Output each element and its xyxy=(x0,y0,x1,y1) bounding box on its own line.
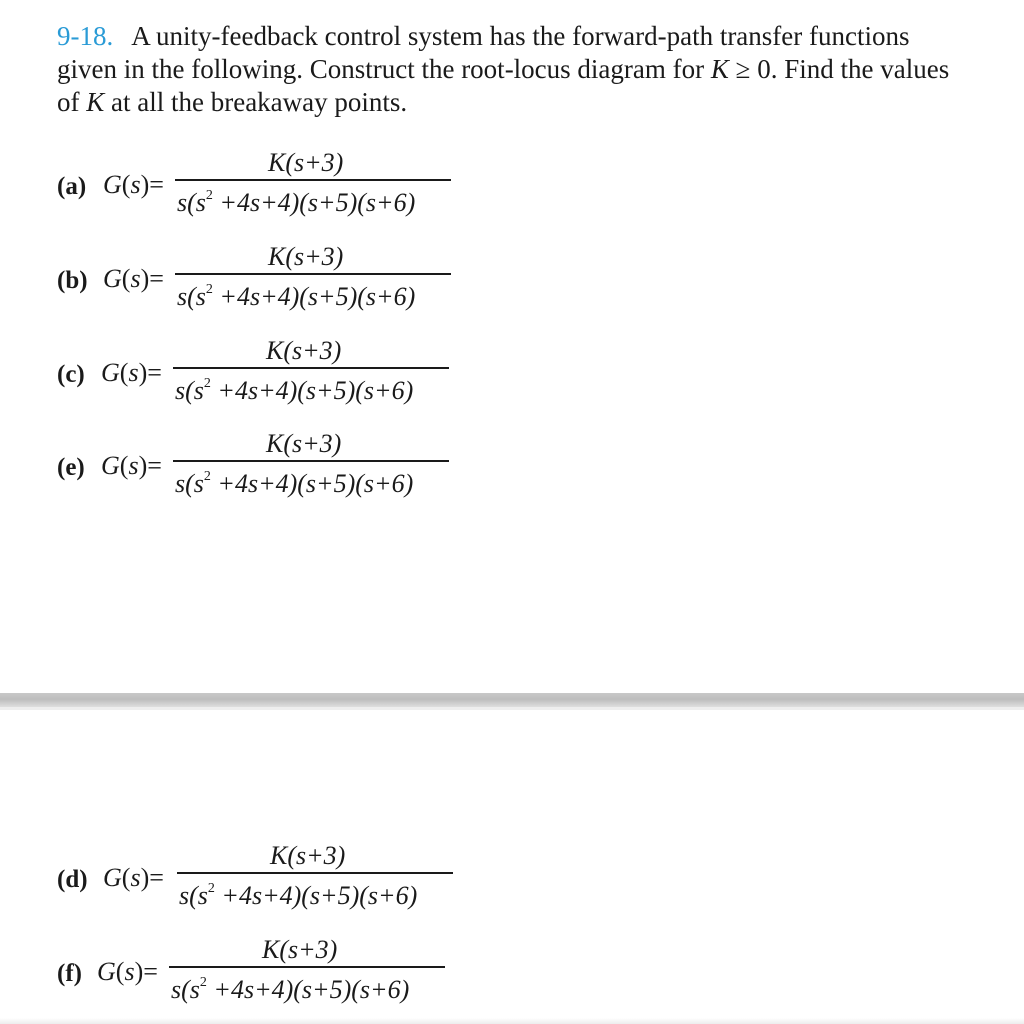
numerator: K(s+3) xyxy=(268,242,344,271)
problem-text-part3: at all the breakaway points. xyxy=(104,87,408,117)
denominator: $s(s^2 +4s+4)(s+5)(s+6)$ xyxy=(177,282,416,311)
equation-lhs: G(s)= xyxy=(101,358,162,387)
denominator: $s(s^2 +4s+4)(s+5)(s+6)$ xyxy=(175,376,414,405)
equation-b xyxy=(57,244,577,324)
denominator: $s(s^2 +4s+4)(s+5)(s+6)$ xyxy=(171,975,410,1004)
fraction-bar xyxy=(177,872,453,874)
equation-lhs: G(s)= xyxy=(103,170,164,199)
denominator: $s(s^2 +4s+4)(s+5)(s+6)$ xyxy=(177,188,416,217)
numerator: K(s+3) xyxy=(270,841,346,870)
denominator: $s(s^2 +4s+4)(s+5)(s+6)$ xyxy=(179,881,418,910)
denominator: $s(s^2 +4s+4)(s+5)(s+6)$ xyxy=(175,469,414,498)
k-symbol: K xyxy=(86,87,105,117)
equation-label: (e) xyxy=(57,454,85,481)
problem-text-part1: A unity-feedback control system has the forward-path transfer functions given in the following. Construct the root-locus diagram for xyxy=(57,21,910,84)
equation-lhs: G(s)= xyxy=(101,451,162,480)
equation-a xyxy=(57,150,577,230)
numerator: K(s+3) xyxy=(266,429,342,458)
equation-lhs: G(s)= xyxy=(97,957,158,986)
problem-text-part2: Find the values of xyxy=(57,54,950,117)
numerator: K(s+3) xyxy=(268,148,344,177)
numerator: K(s+3) xyxy=(262,935,338,964)
equation-e xyxy=(57,431,577,511)
fraction-bar xyxy=(173,367,449,369)
equation-label: (f) xyxy=(57,960,82,987)
bottom-edge xyxy=(0,1018,1024,1024)
equation-c xyxy=(57,338,577,418)
fraction-bar xyxy=(169,966,445,968)
equation-lhs: G(s)= xyxy=(103,863,164,892)
problem-statement xyxy=(57,20,957,119)
fraction-bar xyxy=(173,460,449,462)
k-symbol: K xyxy=(710,54,729,84)
fraction-bar xyxy=(175,273,451,275)
equation-d xyxy=(57,843,577,923)
problem-number: 9-18. xyxy=(57,21,114,51)
numerator: K(s+3) xyxy=(266,336,342,365)
equation-lhs: G(s)= xyxy=(103,264,164,293)
equation-label: (a) xyxy=(57,173,87,200)
equation-f xyxy=(57,937,577,1017)
k-condition: ≥ 0. xyxy=(728,54,778,84)
fraction-bar xyxy=(175,179,451,181)
equation-label: (c) xyxy=(57,361,85,388)
equation-label: (d) xyxy=(57,866,88,893)
section-divider xyxy=(0,693,1024,707)
equation-label: (b) xyxy=(57,267,88,294)
